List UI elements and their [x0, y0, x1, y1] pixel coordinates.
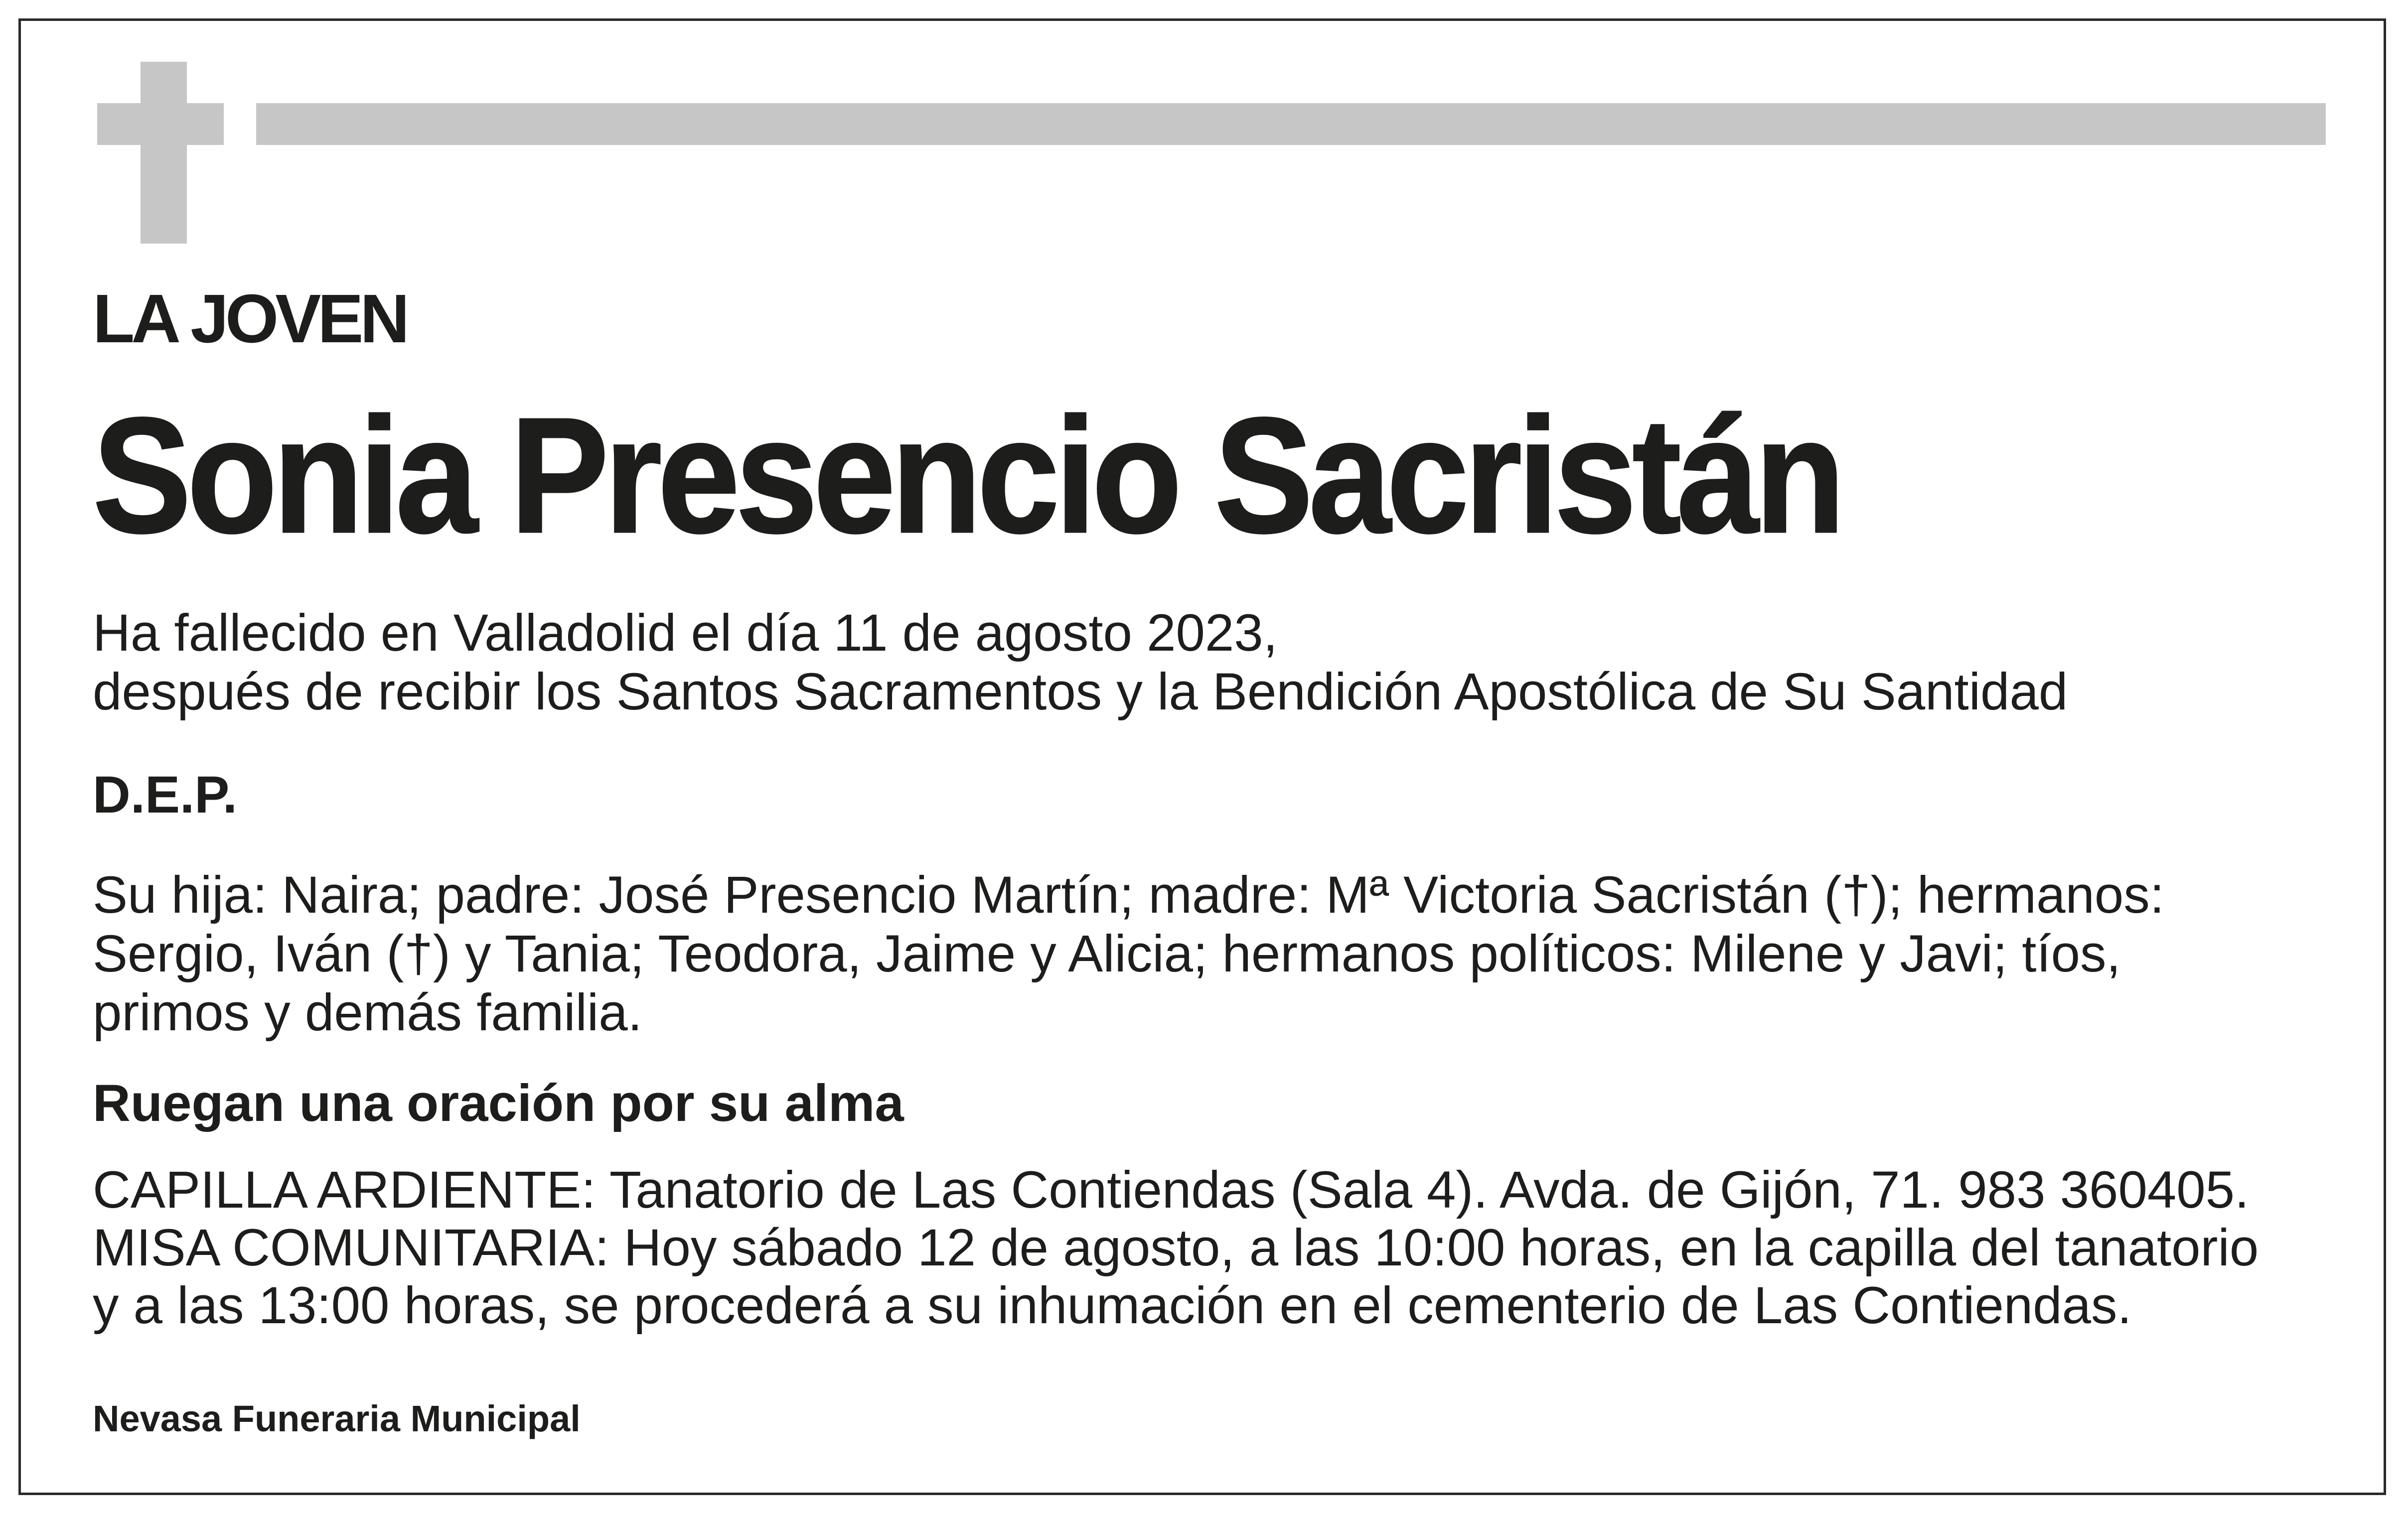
funeral-home-credit: [93, 1399, 581, 1439]
header-rule: [256, 103, 2326, 145]
service-details: [93, 1161, 2258, 1335]
deceased-name: [93, 383, 2035, 567]
cross-vertical-bar: [141, 62, 187, 244]
service-line: y a las 13:00 horas, se procederá a su inhumación en el cementerio de Las Contiendas.: [93, 1276, 2132, 1335]
name-text: Sonia Presencio Sacristán: [93, 383, 1841, 567]
family-list: [93, 866, 2164, 1042]
family-line: Su hija: Naira; padre: José Presencio Martín; madre: Mª Victoria Sacristán (†); hermanos:: [93, 866, 2164, 924]
dep-text: D.E.P.: [93, 766, 237, 824]
prayer-text: Ruegan una oración por su alma: [93, 1074, 904, 1132]
deceased-prefix: [93, 280, 407, 357]
death-announcement: [93, 604, 2068, 721]
death-line: después de recibir los Santos Sacramentos y la Bendición Apostólica de Su Santidad: [93, 663, 2068, 721]
dep-heading: [93, 766, 237, 825]
funeral-home-name: Nevasa Funeraria Municipal: [93, 1398, 581, 1439]
cross-icon: [97, 62, 224, 244]
cross-horizontal-bar: [97, 103, 224, 145]
family-line: primos y demás familia.: [93, 983, 642, 1042]
prayer-request: [93, 1074, 904, 1133]
service-line: MISA COMUNITARIA: Hoy sábado 12 de agosto, a las 10:00 horas, en la capilla del tanatorio: [93, 1219, 2259, 1277]
family-line: Sergio, Iván (†) y Tania; Teodora, Jaime y Alicia; hermanos políticos: Milene y Javi; tíos,: [93, 925, 2121, 983]
service-line: CAPILLA ARDIENTE: Tanatorio de Las Contiendas (Sala 4). Avda. de Gijón, 71. 983 360405.: [93, 1161, 2250, 1219]
death-line: Ha fallecido en Valladolid el día 11 de agosto 2023,: [93, 604, 1278, 662]
prefix-text: LA JOVEN: [93, 280, 407, 357]
